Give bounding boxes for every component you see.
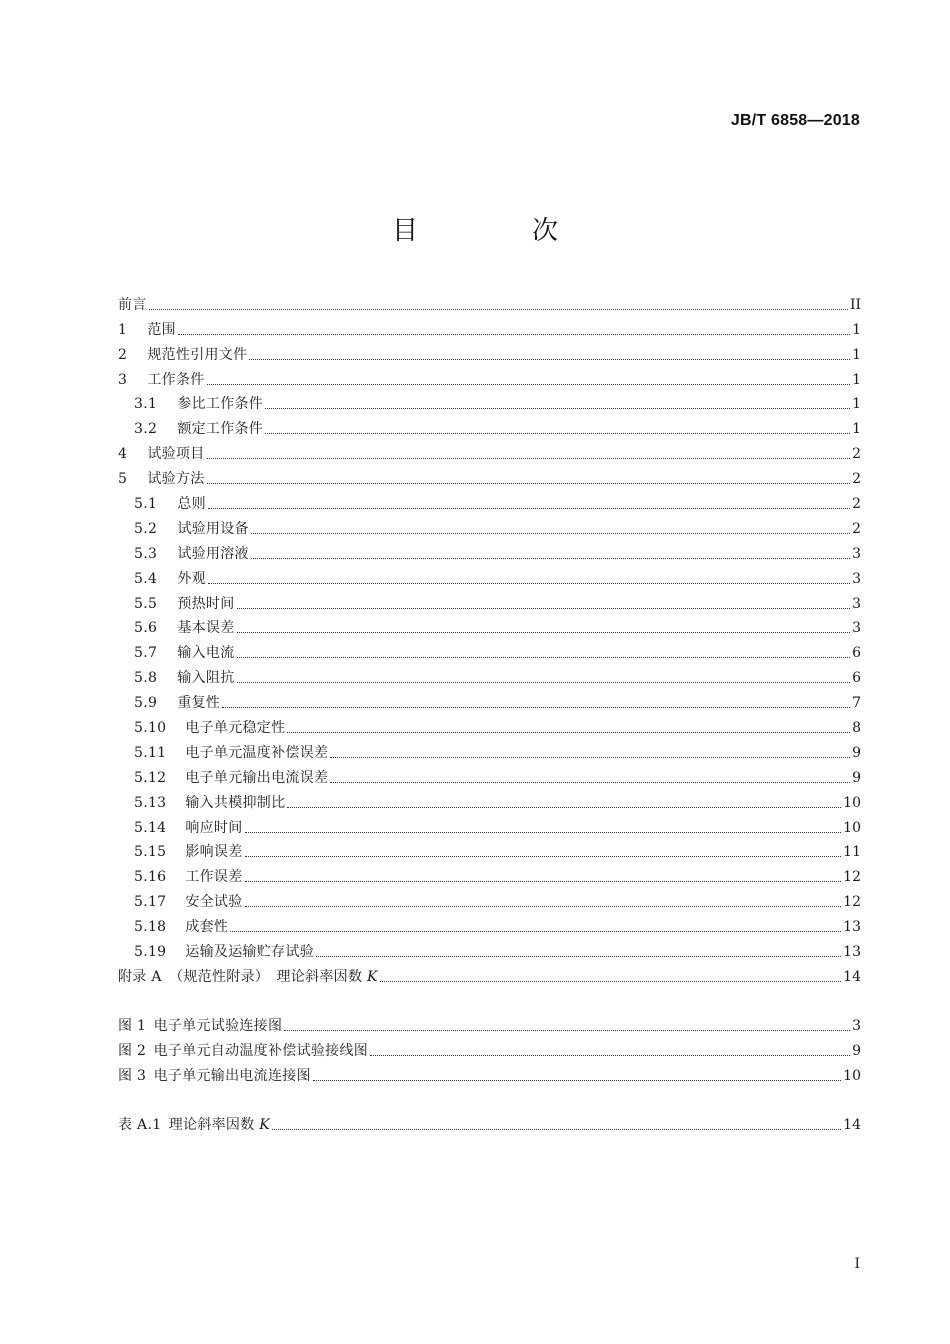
toc-entry-title: 电子单元输出电流连接图 — [153, 1067, 311, 1084]
toc-entry-label — [118, 1017, 282, 1035]
toc-entry-page: II — [849, 296, 861, 313]
dot-leader — [249, 358, 850, 360]
toc-entry-label — [118, 296, 147, 314]
toc-entry[interactable] — [118, 513, 861, 538]
dot-leader — [149, 308, 848, 310]
dot-leader — [207, 383, 851, 385]
toc-entry-label — [118, 769, 328, 787]
toc-entry[interactable] — [118, 812, 861, 837]
dot-leader — [230, 930, 841, 932]
toc-entry-page: 14 — [843, 1116, 861, 1133]
toc-entry-label — [118, 943, 314, 961]
toc-entry[interactable] — [118, 787, 861, 812]
toc-entry[interactable] — [118, 389, 861, 414]
toc-entry-number: 5.17 — [134, 894, 167, 911]
toc-entry-page: 1 — [852, 346, 861, 363]
toc-entry-label — [118, 495, 206, 513]
toc-entry-label — [118, 420, 263, 438]
toc-entry-page: 1 — [852, 396, 861, 413]
toc-entry-label — [118, 868, 243, 886]
toc-entry-title: 响应时间 — [185, 819, 243, 836]
toc-entry[interactable] — [118, 687, 861, 712]
toc-entry-number: 3.2 — [134, 421, 158, 438]
toc-entry-page: 1 — [852, 421, 861, 438]
toc-entry[interactable] — [118, 911, 861, 936]
dot-leader — [287, 731, 850, 733]
toc-entry[interactable] — [118, 438, 861, 463]
toc-entry-title: 工作条件 — [147, 371, 205, 388]
toc-entry-title: 参比工作条件 — [177, 396, 264, 413]
toc-entry-title: 基本误差 — [177, 620, 235, 637]
dot-leader — [265, 407, 850, 409]
toc-entry-label — [118, 520, 249, 538]
dot-leader — [265, 432, 850, 434]
toc-entry-label — [118, 1116, 270, 1134]
toc-entry-number: 5.19 — [134, 944, 167, 961]
toc-entry-label — [118, 819, 243, 837]
toc-entry-title: 理论斜率因数 K — [168, 1116, 271, 1133]
toc-entry-number: 5 — [118, 471, 128, 488]
toc-entry-page: 3 — [852, 595, 861, 612]
dot-leader — [245, 831, 842, 833]
toc-entry[interactable] — [118, 613, 861, 638]
toc-entry-page: 9 — [852, 769, 861, 786]
table-of-contents — [118, 289, 861, 1134]
toc-entry-page: 10 — [843, 1067, 861, 1084]
toc-entry-number: 5.10 — [134, 720, 167, 737]
toc-entry[interactable] — [118, 488, 861, 513]
dot-leader — [237, 631, 851, 633]
toc-entry-title: 电子单元稳定性 — [185, 720, 286, 737]
toc-entry-title: （规范性附录） 理论斜率因数 K — [169, 968, 378, 985]
toc-entry-page: 3 — [852, 1017, 861, 1034]
toc-entry-label — [118, 445, 205, 463]
toc-entry-page: 3 — [852, 620, 861, 637]
dot-leader — [272, 1128, 841, 1130]
toc-entry-title: 电子单元试验连接图 — [153, 1017, 283, 1034]
toc-entry[interactable] — [118, 339, 861, 364]
toc-entry-page: 1 — [852, 321, 861, 338]
toc-entry[interactable] — [118, 289, 861, 314]
toc-entry[interactable] — [118, 413, 861, 438]
toc-entry-page: 1 — [852, 371, 861, 388]
toc-entry-number: 图 2 — [118, 1042, 147, 1059]
toc-entry-label — [118, 321, 176, 339]
toc-entry-page: 12 — [843, 869, 861, 886]
toc-entry-label — [118, 1067, 311, 1085]
toc-entry-number: 图 1 — [118, 1017, 147, 1034]
toc-entry-number: 图 3 — [118, 1067, 147, 1084]
dot-leader — [245, 905, 842, 907]
toc-entry-page: 10 — [843, 819, 861, 836]
toc-entry-number: 5.12 — [134, 769, 167, 786]
toc-entry[interactable] — [118, 737, 861, 762]
toc-entry-page: 9 — [852, 1042, 861, 1059]
toc-entry-title: 预热时间 — [177, 595, 235, 612]
dot-leader — [237, 681, 851, 683]
toc-tables-section — [118, 1109, 861, 1134]
toc-entry-title: 额定工作条件 — [177, 421, 264, 438]
toc-entry-number: 5.1 — [134, 496, 158, 513]
dot-leader — [330, 756, 850, 758]
toc-entry-number: 附录 A — [118, 968, 162, 985]
toc-entry-page: 2 — [852, 520, 861, 537]
dot-leader — [313, 1079, 841, 1081]
toc-entry-label — [118, 669, 235, 687]
toc-entry-number: 5.18 — [134, 919, 167, 936]
toc-entry-number: 5.15 — [134, 844, 167, 861]
toc-entry[interactable] — [118, 364, 861, 389]
toc-entry-label — [118, 843, 243, 861]
toc-entry-title: 成套性 — [185, 919, 229, 936]
dot-leader — [330, 781, 850, 783]
toc-entry-page: 13 — [843, 919, 861, 936]
toc-entry-number: 2 — [118, 346, 128, 363]
toc-entry-number: 5.6 — [134, 620, 158, 637]
toc-entry[interactable] — [118, 637, 861, 662]
toc-entry[interactable] — [118, 837, 861, 862]
dot-leader — [208, 582, 850, 584]
dot-leader — [245, 855, 842, 857]
dot-leader — [222, 706, 850, 708]
toc-entry-title: 输入共模抑制比 — [185, 794, 286, 811]
toc-entry-number: 5.14 — [134, 819, 167, 836]
toc-entry[interactable] — [118, 861, 861, 886]
toc-entry-page: 2 — [852, 446, 861, 463]
toc-entry-title: 输入电流 — [177, 645, 235, 662]
toc-entry-number: 5.9 — [134, 695, 158, 712]
toc-entry[interactable] — [118, 936, 861, 961]
toc-entry[interactable] — [118, 538, 861, 563]
toc-entry-title: 规范性引用文件 — [147, 346, 248, 363]
dot-leader — [245, 880, 842, 882]
toc-entry[interactable] — [118, 1010, 861, 1035]
dot-leader — [237, 607, 851, 609]
dot-leader — [207, 457, 851, 459]
dot-leader — [207, 482, 851, 484]
toc-entry[interactable] — [118, 1109, 861, 1134]
toc-entry-title: 试验用溶液 — [177, 545, 249, 562]
toc-entry-label — [118, 545, 249, 563]
toc-entry-label — [118, 893, 243, 911]
dot-leader — [316, 955, 841, 957]
toc-entry-title: 重复性 — [177, 695, 221, 712]
toc-entry-label — [118, 719, 285, 737]
toc-entry[interactable] — [118, 886, 861, 911]
toc-entry-label — [118, 918, 228, 936]
toc-entry-page: 3 — [852, 570, 861, 587]
toc-entry-title: 试验项目 — [147, 446, 205, 463]
toc-entry[interactable] — [118, 1035, 861, 1060]
toc-entry-title: 范围 — [147, 321, 176, 338]
toc-entry[interactable] — [118, 588, 861, 613]
dot-leader — [208, 507, 850, 509]
toc-entry-title: 前言 — [118, 296, 147, 313]
toc-entry-label — [118, 644, 235, 662]
dot-leader — [237, 656, 851, 658]
toc-entry-number: 5.5 — [134, 595, 158, 612]
toc-entry-number: 5.4 — [134, 570, 158, 587]
toc-entry-label — [118, 694, 220, 712]
toc-entry-title: 运输及运输贮存试验 — [185, 944, 315, 961]
toc-entry-title: 影响误差 — [185, 844, 243, 861]
toc-entry-page: 2 — [852, 471, 861, 488]
toc-entry-page: 12 — [843, 894, 861, 911]
toc-entry-title: 电子单元自动温度补偿试验接线图 — [153, 1042, 369, 1059]
toc-entry[interactable] — [118, 1060, 861, 1085]
toc-entry-number: 3.1 — [134, 396, 158, 413]
toc-entry[interactable] — [118, 463, 861, 488]
toc-entry-label — [118, 371, 205, 389]
toc-main-section — [118, 289, 861, 986]
toc-entry-number: 1 — [118, 321, 128, 338]
toc-entry-title: 试验用设备 — [177, 520, 249, 537]
toc-entry[interactable] — [118, 712, 861, 737]
toc-entry-number: 表 A.1 — [118, 1116, 162, 1133]
toc-entry-label — [118, 395, 263, 413]
toc-entry-number: 5.11 — [134, 744, 167, 761]
toc-entry-title: 输入阻抗 — [177, 670, 235, 687]
toc-entry-number: 3 — [118, 371, 128, 388]
toc-entry-label — [118, 1042, 368, 1060]
standard-code: JB/T 6858—2018 — [730, 112, 860, 129]
dot-leader — [251, 532, 850, 534]
dot-leader — [178, 333, 850, 335]
toc-entry-page: 7 — [852, 695, 861, 712]
toc-entry-page: 11 — [843, 844, 861, 861]
toc-entry[interactable] — [118, 662, 861, 687]
page-number: I — [854, 1256, 860, 1272]
toc-entry-page: 6 — [852, 670, 861, 687]
toc-figures-section — [118, 1010, 861, 1085]
toc-entry-page: 13 — [843, 944, 861, 961]
toc-entry-number: 5.3 — [134, 545, 158, 562]
toc-entry-number: 5.2 — [134, 520, 158, 537]
dot-leader — [287, 806, 841, 808]
toc-entry-title: 总则 — [177, 496, 206, 513]
toc-entry-title: 安全试验 — [185, 894, 243, 911]
dot-leader — [251, 557, 850, 559]
toc-entry-page: 2 — [852, 496, 861, 513]
toc-entry-number: 5.13 — [134, 794, 167, 811]
toc-entry-title: 电子单元输出电流误差 — [185, 769, 329, 786]
toc-entry-label — [118, 968, 378, 986]
toc-entry-page: 3 — [852, 545, 861, 562]
toc-entry[interactable] — [118, 563, 861, 588]
dot-leader — [284, 1029, 850, 1031]
toc-entry-label — [118, 595, 235, 613]
toc-entry-number: 5.7 — [134, 645, 158, 662]
toc-entry-label — [118, 470, 205, 488]
toc-entry[interactable] — [118, 762, 861, 787]
toc-entry-page: 8 — [852, 720, 861, 737]
toc-entry-title: 外观 — [177, 570, 206, 587]
page-title: 目 次 — [391, 216, 602, 246]
toc-entry-title: 电子单元温度补偿误差 — [185, 744, 329, 761]
toc-entry-title: 试验方法 — [147, 471, 205, 488]
toc-entry-page: 9 — [852, 744, 861, 761]
toc-entry-page: 10 — [843, 794, 861, 811]
dot-leader — [370, 1054, 850, 1056]
toc-entry[interactable] — [118, 961, 861, 986]
toc-entry-number: 5.16 — [134, 869, 167, 886]
toc-entry[interactable] — [118, 314, 861, 339]
toc-entry-label — [118, 619, 235, 637]
toc-entry-label — [118, 794, 285, 812]
toc-entry-number: 5.8 — [134, 670, 158, 687]
toc-entry-title: 工作误差 — [185, 869, 243, 886]
toc-entry-label — [118, 570, 206, 588]
toc-entry-label — [118, 744, 328, 762]
toc-entry-label — [118, 346, 247, 364]
toc-entry-page: 14 — [843, 968, 861, 985]
toc-entry-page: 6 — [852, 645, 861, 662]
toc-entry-number: 4 — [118, 446, 128, 463]
dot-leader — [380, 980, 841, 982]
